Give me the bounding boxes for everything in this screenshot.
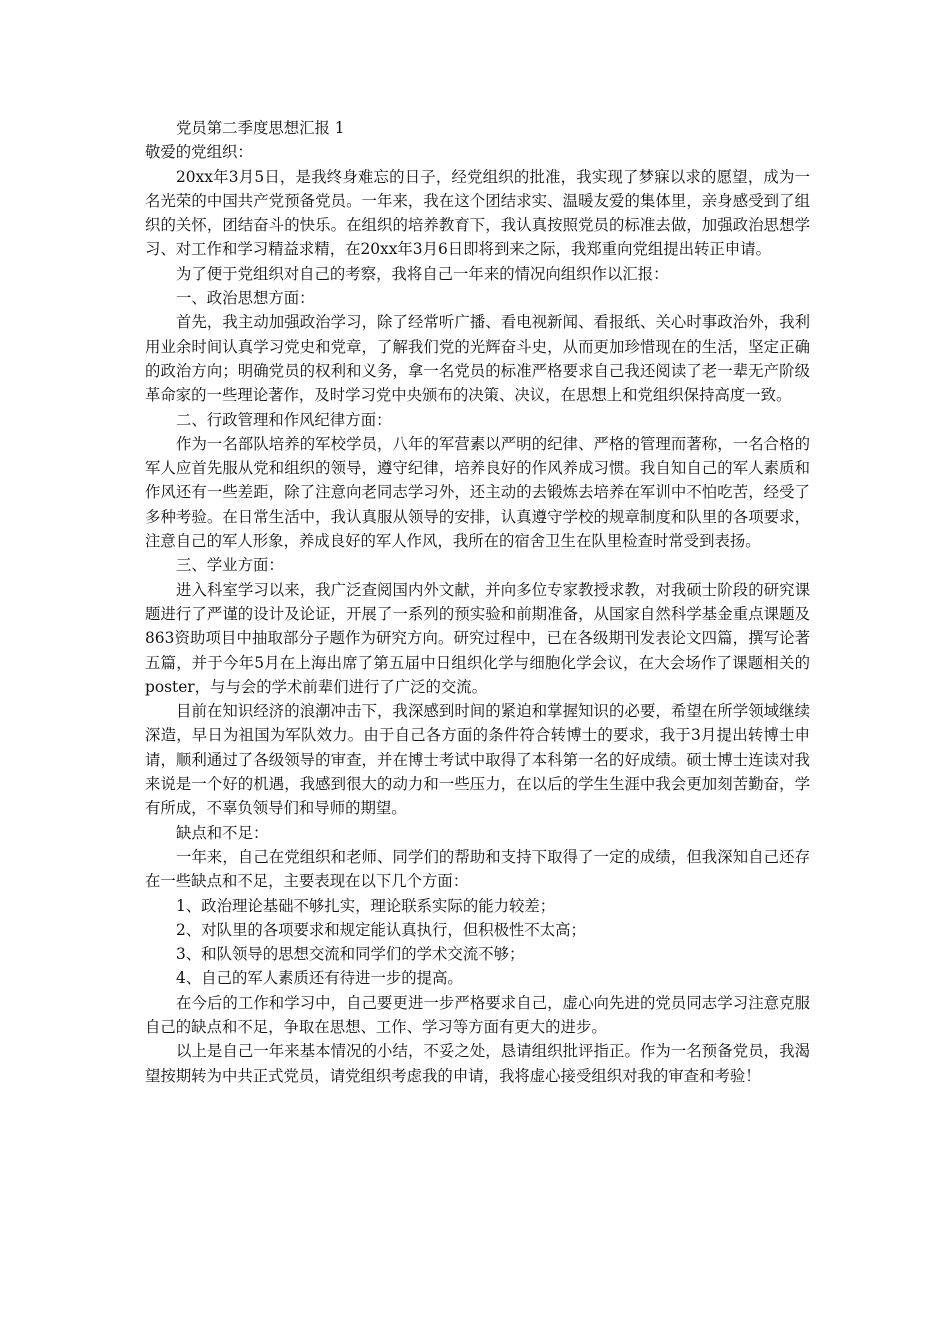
paragraph-intro: 20xx年3月5日，是我终身难忘的日子，经党组织的批准，我实现了梦寐以求的愿望，成为一名光荣的中国共产党预备党员。一年来，我在这个团结求实、温暖友爱的集体里，亲身感受到了组织的关怀，团结奋斗的快乐。在组织的培养教育下，我认真按照党员的标准去做，加强政治思想学习、对工作和学习精益求精，在20xx年3月6日即将到来之际，我郑重向党组提出转正申请。 xyxy=(145,167,810,259)
paragraph-academic: 进入科室学习以来，我广泛查阅国内外文献，并向多位专家教授求教，对我硕士阶段的研究课题进行了严谨的设计及论证，开展了一系列的预实验和前期准备，从国家自然科学基金重点课题及863资助项目中抽取部分子题作为研究方向。研究过程中，已在各级期刊发表论文四篇，撰写论著五篇，并于今年5月在上海出席了第五届中日组织化学与细胞化学会议，在大会场作了课题相关的poster，与与会的学术前辈们进行了广泛的交流。 xyxy=(145,580,810,696)
section-heading-academic: 三、学业方面： xyxy=(176,556,284,575)
section-heading-discipline: 二、行政管理和作风纪律方面： xyxy=(176,410,392,429)
document-body xyxy=(145,116,810,1088)
paragraph-future: 在今后的工作和学习中，自己要更进一步严格要求自己，虚心向先进的党员同志学习注意克服自己的缺点和不足，争取在思想、工作、学习等方面有更大的进步。 xyxy=(145,993,810,1036)
list-item: 1、政治理论基础不够扎实，理论联系实际的能力较差； xyxy=(176,896,556,915)
list-item: 4、自己的军人素质还有待进一步的提高。 xyxy=(176,969,463,988)
paragraph-conclusion: 以上是自己一年来基本情况的小结，不妥之处，恳请组织批评指正。作为一名预备党员，我渴望按期转为中共正式党员，请党组织考虑我的申请，我将虚心接受组织对我的审查和考验！ xyxy=(145,1042,810,1085)
list-item: 3、和队领导的思想交流和同学们的学术交流不够； xyxy=(176,945,525,964)
paragraph-political: 首先，我主动加强政治学习，除了经常听广播、看电视新闻、看报纸、关心时事政治外，我利用业余时间认真学习党史和党章，了解我们党的光辉奋斗史，从而更加珍惜现在的生活，坚定正确的政治方向；明确党员的权利和义务，拿一名党员的标准严格要求自己我还阅读了老一辈无产阶级革命家的一些理论著作，及时学习党中央颁布的决策、决议，在思想上和党组织保持高度一致。 xyxy=(145,313,810,405)
section-heading-shortcomings: 缺点和不足： xyxy=(176,823,269,842)
list-item: 2、对队里的各项要求和规定能认真执行，但积极性不太高； xyxy=(176,920,586,939)
section-heading-political: 一、政治思想方面： xyxy=(176,289,315,308)
paragraph-shortcomings: 一年来，自己在党组织和老师、同学们的帮助和支持下取得了一定的成绩，但我深知自己还存在一些缺点和不足，主要表现在以下几个方面： xyxy=(145,847,810,891)
salutation: 敬爱的党组织： xyxy=(145,143,253,162)
paragraph-report-lead: 为了便于党组织对自己的考察，我将自己一年来的情况向组织作以汇报： xyxy=(176,264,669,283)
paragraph-discipline: 作为一名部队培养的军校学员，八年的军营素以严明的纪律、严格的管理而著称，一名合格的军人应首先服从党和组织的领导，遵守纪律，培养良好的作风养成习惯。我自知自己的军人素质和作风还有一些差距，除了注意向老同志学习外，还主动的去锻炼去培养在军训中不怕吃苦，经受了多种考验。在日常生活中，我认真服从领导的安排，认真遵守学校的规章制度和队里的各项要求，注意自己的军人形象，养成良好的军人作风，我所在的宿舍卫生在队里检查时常受到表扬。 xyxy=(145,434,810,551)
document-title: 党员第二季度思想汇报 1 xyxy=(176,119,345,137)
paragraph-further-study: 目前在知识经济的浪潮冲击下，我深感到时间的紧迫和掌握知识的必要，希望在所学领域继续深造，早日为祖国为军队效力。由于自己各方面的条件符合转博士的要求，我于3月提出转博士申请，顺利通过了各级领导的审查，并在博士考试中取得了本科第一名的好成绩。硕士博士连读对我来说是一个好的机遇，我感到很大的动力和一些压力，在以后的学生生涯中我会更加刻苦勤奋，学有所成，不辜负领导们和导师的期望。 xyxy=(145,702,810,818)
